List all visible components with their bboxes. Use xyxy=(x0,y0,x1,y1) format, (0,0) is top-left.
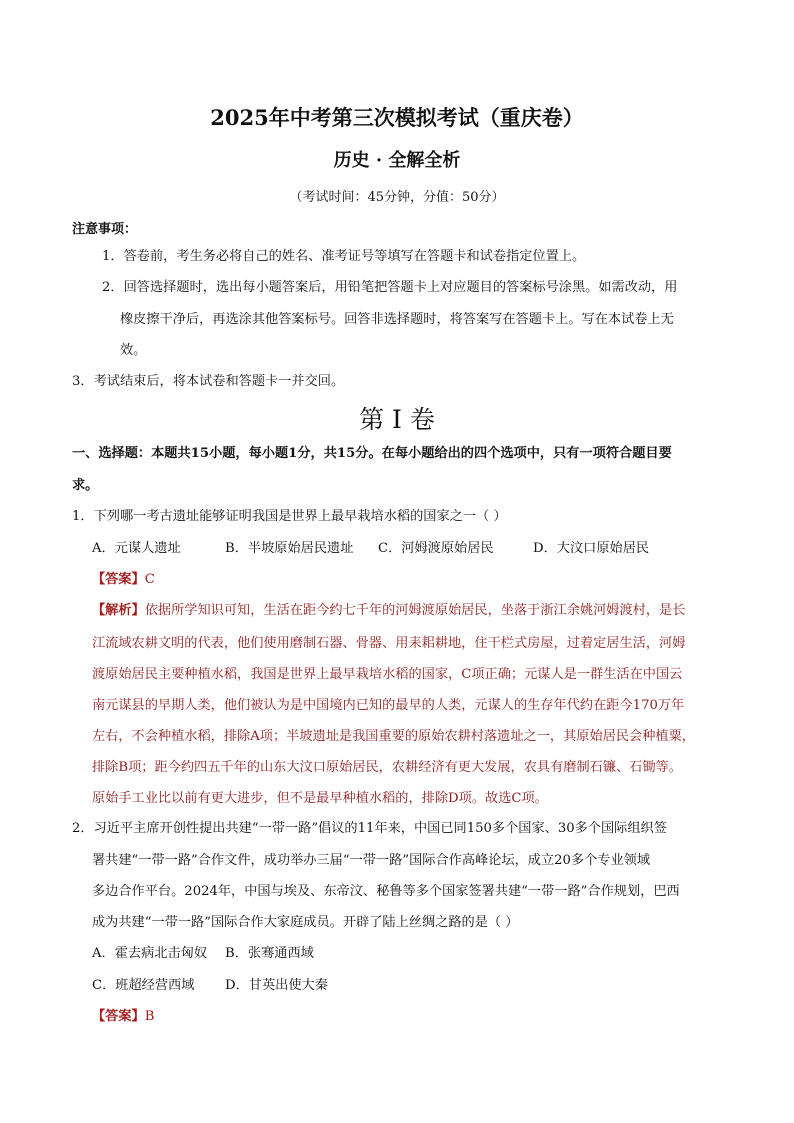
q2-stem-line-4: 成为共建“一带一路”国际合作大家庭成员。开辟了陆上丝绸之路的是（ ） xyxy=(92,915,519,930)
q1-analysis-line-3: 渡原始居民主要种植水稻，我国是世界上最早栽培水稻的国家，C项正确；元谋人是一群生活在中国云 xyxy=(92,667,683,682)
q1-analysis-line-5: 左右，不会种植水稻，排除A项；半坡遗址是我国重要的原始农耕村落遗址之一，其原始居民会种植粟， xyxy=(92,729,695,744)
part-title: 第 I 卷 xyxy=(359,405,435,434)
q2-option-d: D．甘英出使大秦 xyxy=(225,978,328,993)
q1-analysis-line-1 xyxy=(92,601,685,621)
exam-subtitle: 历史 · 全解全析 xyxy=(333,150,461,171)
q2-option-b: B．张骞通西域 xyxy=(225,946,314,961)
q2-answer-label: 【答案】 xyxy=(92,1009,145,1024)
q1-option-c: C．河姆渡原始居民 xyxy=(378,541,494,556)
q1-analysis-text-1: 依据所学知识可知，生活在距今约七千年的河姆渡原始居民，坐落于浙江余姚河姆渡村，是长 xyxy=(144,603,686,618)
q1-analysis-line-2: 江流域农耕文明的代表，他们使用磨制石器、骨器、用耒耜耕地，住干栏式房屋，过着定居生活，河姆 xyxy=(92,636,686,651)
note-item-2-line-1: 2．回答选择题时，选出每小题答案后，用铅笔把答题卡上对应题目的答案标号涂黑。如需改动，用 xyxy=(102,280,678,295)
section-intro-line-1: 一、选择题：本题共15小题，每小题1分，共15分。在每小题给出的四个选项中，只有一项符合题目要 xyxy=(72,446,672,461)
q1-answer-label: 【答案】 xyxy=(92,572,145,587)
q2-stem-line-3: 多边合作平台。2024年，中国与埃及、东帝汶、秘鲁等多个国家签署共建“一带一路”合作规划，巴西 xyxy=(92,884,680,899)
q2-stem-line-2: 署共建“一带一路”合作文件，成功举办三届“一带一路”国际合作高峰论坛，成立20多个专业领域 xyxy=(92,853,651,868)
note-item-2-line-2: 橡皮擦干净后，再选涂其他答案标号。回答非选择题时，将答案写在答题卡上。写在本试卷上无 xyxy=(120,312,674,327)
note-item-1: 1．答卷前，考生务必将自己的姓名、准考证号等填写在答题卡和试卷指定位置上。 xyxy=(102,249,586,264)
q2-option-c: C．班超经营西域 xyxy=(92,978,195,993)
q1-answer-value: C xyxy=(144,572,155,587)
q1-answer xyxy=(92,570,155,590)
q2-answer xyxy=(92,1007,154,1027)
q1-option-b: B．半坡原始居民遗址 xyxy=(225,541,354,556)
note-item-2-line-3: 效。 xyxy=(120,343,147,358)
q2-answer-value: B xyxy=(144,1009,155,1024)
q2-option-a: A．霍去病北击匈奴 xyxy=(92,946,208,961)
q2-stem-line-1: 2．习近平主席开创性提出共建“一带一路”倡议的11年来，中国已同150多个国家、30多个国际组织签 xyxy=(72,821,667,836)
exam-info: （考试时间：45分钟，分值：50分） xyxy=(289,190,505,205)
q1-analysis-line-7: 原始手工业比以前有更大进步，但不是最早种植水稻的，排除D项。故选C项。 xyxy=(92,791,548,806)
q1-stem: 1．下列哪一考古遗址能够证明我国是世界上最早栽培水稻的国家之一（ ） xyxy=(72,509,507,524)
note-item-3: 3．考试结束后，将本试卷和答题卡一并交回。 xyxy=(72,374,345,389)
q1-option-d: D．大汶口原始居民 xyxy=(533,541,650,556)
q1-analysis-label: 【解析】 xyxy=(92,603,145,618)
q1-analysis-line-4: 南元谋县的早期人类，他们被认为是中国境内已知的最早的人类，元谋人的生存年代约在距今170万年 xyxy=(92,698,685,713)
section-intro-line-2: 求。 xyxy=(72,478,99,493)
exam-title: 2025年中考第三次模拟考试（重庆卷） xyxy=(210,105,584,130)
q1-option-a: A．元谋人遗址 xyxy=(92,541,181,556)
q1-analysis-line-6: 排除B项；距今约四五千年的山东大汶口原始居民，农耕经济有更大发展，农具有磨制石镰、石锄等。 xyxy=(92,760,682,775)
notes-heading: 注意事项： xyxy=(72,222,138,237)
